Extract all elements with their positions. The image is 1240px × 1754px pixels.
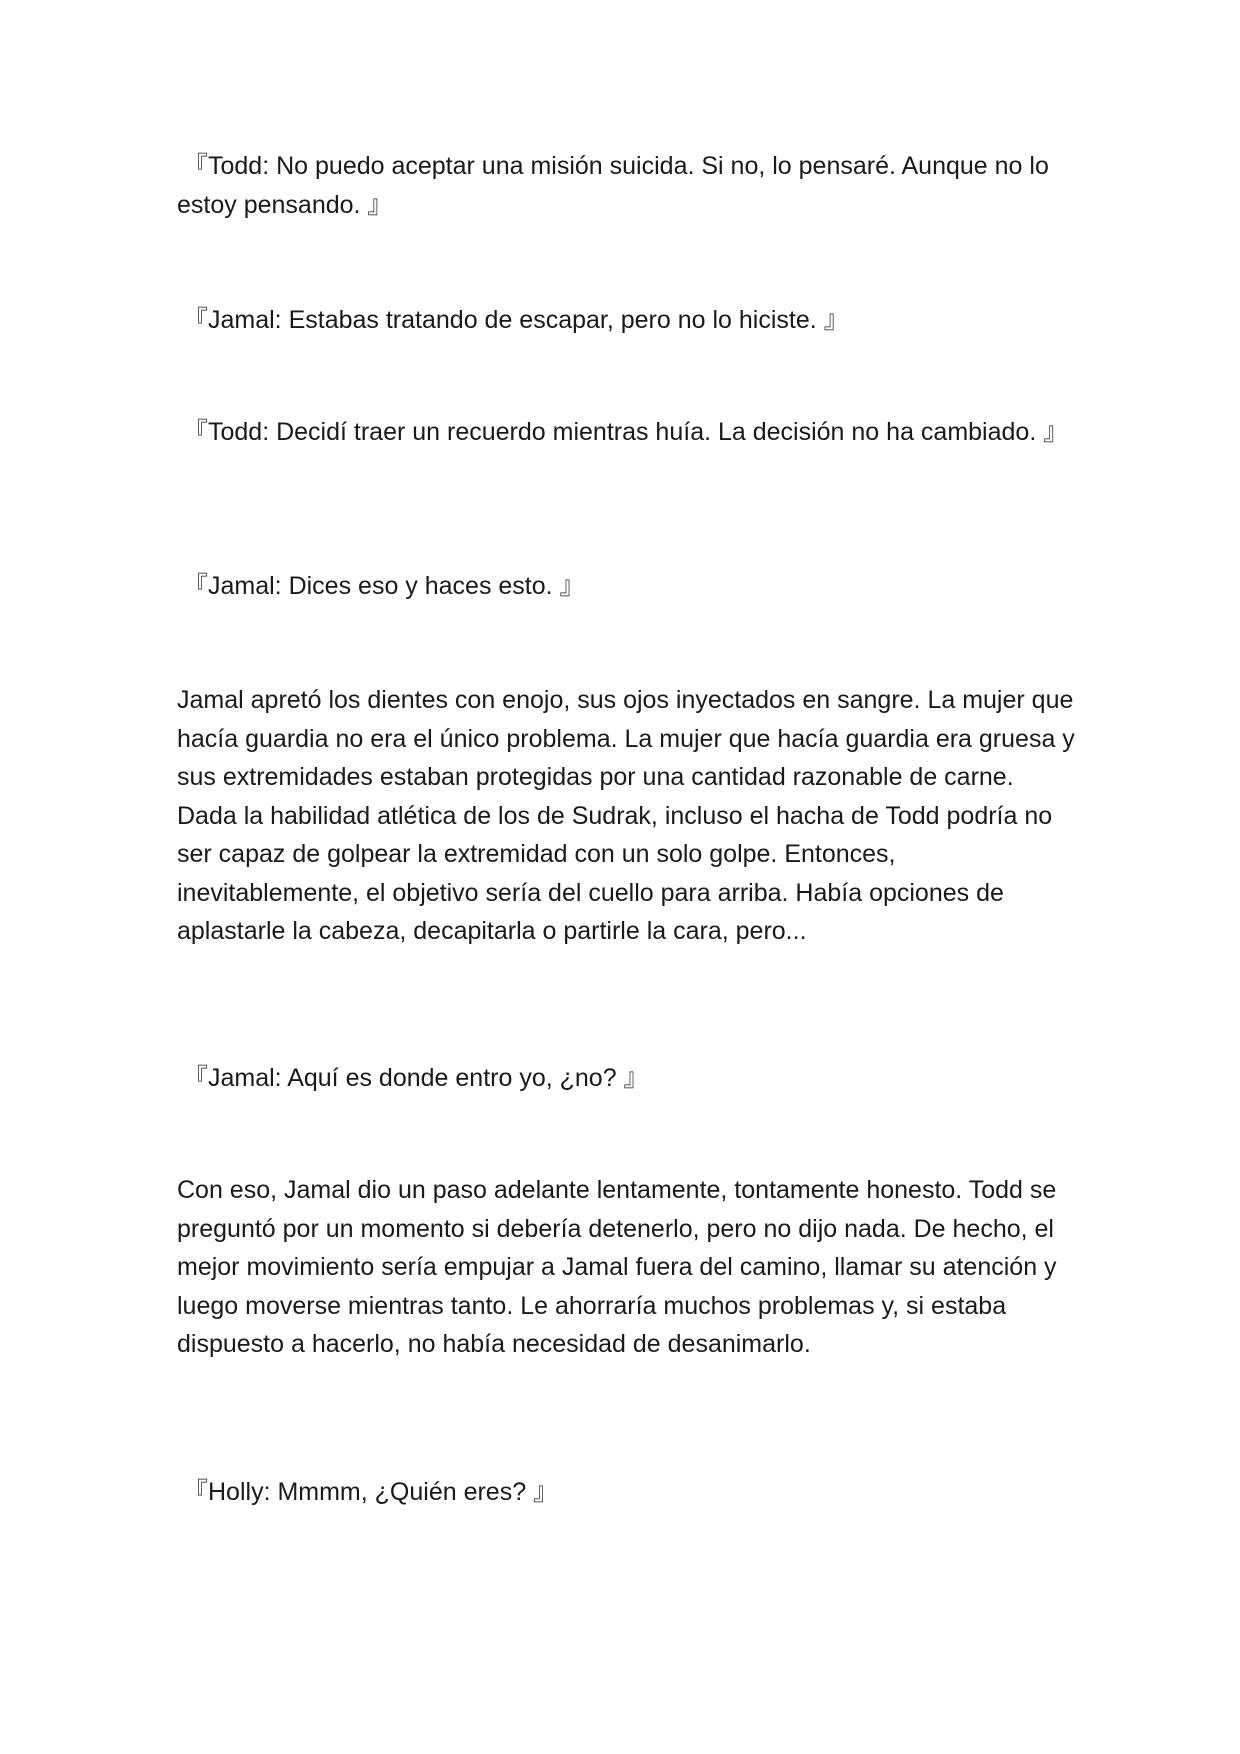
dialogue-holly-who: 『Holly: Mmmm, ¿Quién eres? 』 xyxy=(183,1478,559,1506)
dialogue-jamal-says: 『Jamal: Dices eso y haces esto. 』 xyxy=(183,572,585,600)
narrative-paragraph-step: Con eso, Jamal dio un paso adelante lentamente, tontamente honesto. Todd se preguntó por un momento si debería detenerlo, pero no dijo nada. De hecho, el mejor movimiento sería empujar a Jamal fuera del camino, llamar su atención y luego moverse mientras tanto. Le ahorraría muchos problemas y, si estaba dispuesto a hacerlo, no había necesidad de desanimarlo. xyxy=(177,1176,1057,1358)
dialogue-jamal-escape: 『Jamal: Estabas tratando de escapar, pero no lo hiciste. 』 xyxy=(183,306,849,334)
dialogue-todd-mission: 『Todd: No puedo aceptar una misión suicida. Si no, lo pensaré. Aunque no lo estoy pensando. 』 xyxy=(177,152,1049,219)
narrative-paragraph-guard: Jamal apretó los dientes con enojo, sus ojos inyectados en sangre. La mujer que hacía guardia no era el único problema. La mujer que hacía guardia era gruesa y sus extremidades estaban protegidas por una cantidad razonable de carne. Dada la habilidad atlética de los de Sudrak, incluso el hacha de Todd podría no ser capaz de golpear la extremidad con un solo golpe. Entonces, inevitablemente, el objetivo sería del cuello para arriba. Había opciones de aplastarle la cabeza, decapitarla o partirle la cara, pero... xyxy=(177,686,1075,945)
dialogue-jamal-enter: 『Jamal: Aquí es donde entro yo, ¿no? 』 xyxy=(183,1064,649,1092)
dialogue-todd-decision: 『Todd: Decidí traer un recuerdo mientras huía. La decisión no ha cambiado. 』 xyxy=(183,418,1069,446)
